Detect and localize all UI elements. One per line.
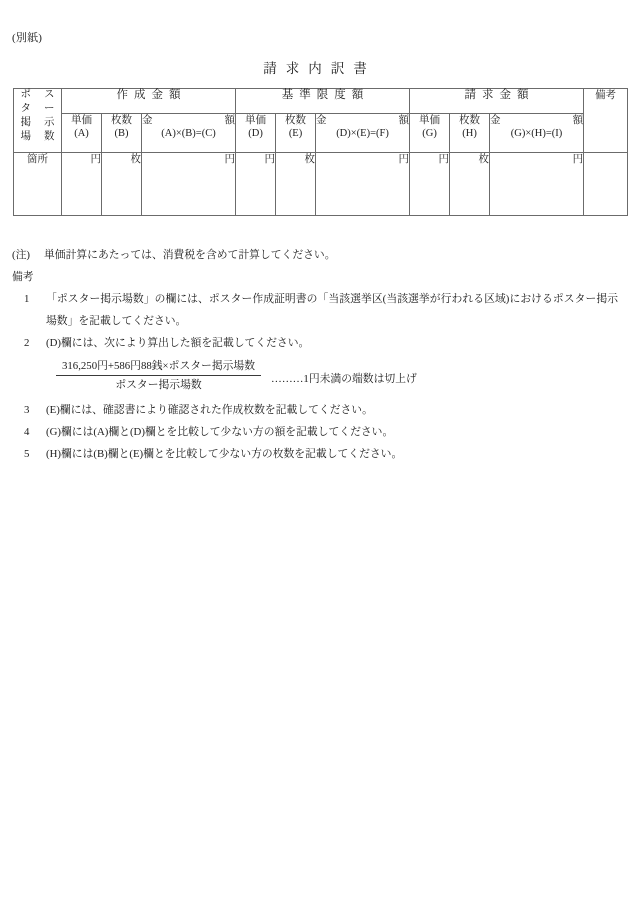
sub-header-sheets-b: 枚数 (B) bbox=[102, 114, 142, 153]
list-item bbox=[24, 332, 618, 354]
poster-count-line: タ ー bbox=[20, 103, 55, 114]
entry-remarks[interactable] bbox=[584, 153, 628, 216]
entry-sheets-e[interactable]: 枚 bbox=[276, 153, 316, 216]
page-title: 請求内訳書 bbox=[263, 61, 376, 76]
note-text: (D)欄には、次により算出した額を記載してください。 bbox=[46, 337, 310, 349]
note-text: (E)欄には、確認書により確認された作成枚数を記載してください。 bbox=[46, 404, 373, 416]
claim-breakdown-table bbox=[13, 88, 628, 216]
table-entry-row bbox=[14, 153, 628, 216]
remarks-note-list bbox=[12, 288, 618, 354]
remarks-section-heading: 備考 bbox=[12, 271, 34, 283]
fraction-denominator: ポスター掲示場数 bbox=[56, 375, 261, 393]
entry-unit-price-a[interactable]: 円 bbox=[62, 153, 102, 216]
fraction-numerator: 316,250円+586円88銭×ポスター掲示場数 bbox=[62, 360, 256, 372]
attachment-label: (別紙) bbox=[12, 32, 43, 44]
remarks-header: 備考 bbox=[584, 89, 628, 153]
notes-section bbox=[12, 244, 618, 465]
sub-header-amount-c: 金 額 (A)×(B)=(C) bbox=[142, 114, 236, 153]
remarks-note-list-continued bbox=[12, 399, 618, 465]
caution-marker: (注) bbox=[12, 249, 30, 261]
table-group-header-row bbox=[14, 89, 628, 114]
entry-amount-i[interactable]: 円 bbox=[490, 153, 584, 216]
sub-header-unit-price-a: 単価 (A) bbox=[62, 114, 102, 153]
group-header-creation-amount: 作成金額 bbox=[62, 89, 236, 114]
note-number: 1 bbox=[24, 293, 30, 305]
list-item bbox=[24, 421, 618, 443]
group-header-claim-amount: 請求金額 bbox=[410, 89, 584, 114]
sub-header-amount-f: 金 額 (D)×(E)=(F) bbox=[316, 114, 410, 153]
group-header-standard-limit: 基準限度額 bbox=[236, 89, 410, 114]
note-number: 2 bbox=[24, 337, 30, 349]
list-item bbox=[24, 288, 618, 332]
sub-header-sheets-e: 枚数 (E) bbox=[276, 114, 316, 153]
poster-count-line: ポ ス bbox=[20, 89, 55, 100]
note-text: (H)欄には(B)欄と(E)欄とを比較して少ない方の枚数を記載してください。 bbox=[46, 448, 403, 460]
note-text: 「ポスター掲示場数」の欄には、ポスター作成証明書の「当該選挙区(当該選挙が行われる区域)におけるポスター掲示場数」を記載してください。 bbox=[46, 293, 618, 327]
formula-annotation: ………1円未満の端数は切上げ bbox=[271, 373, 417, 385]
caution-text: 単価計算にあたっては、消費税を含めて計算してください。 bbox=[44, 249, 336, 261]
note-number: 4 bbox=[24, 426, 30, 438]
sub-header-unit-price-d: 単価 (D) bbox=[236, 114, 276, 153]
poster-count-line: 掲 示 bbox=[20, 117, 55, 128]
note-text: (G)欄には(A)欄と(D)欄とを比較して少ない方の額を記載してください。 bbox=[46, 426, 394, 438]
entry-unit-price-d[interactable]: 円 bbox=[236, 153, 276, 216]
sub-header-unit-price-g: 単価 (G) bbox=[410, 114, 450, 153]
poster-count-header bbox=[14, 89, 62, 153]
sub-header-amount-i: 金 額 (G)×(H)=(I) bbox=[490, 114, 584, 153]
note-number: 3 bbox=[24, 404, 30, 416]
list-item bbox=[24, 443, 618, 465]
entry-sheets-h[interactable]: 枚 bbox=[450, 153, 490, 216]
list-item bbox=[24, 399, 618, 421]
entry-amount-f[interactable]: 円 bbox=[316, 153, 410, 216]
caution-note bbox=[12, 244, 618, 266]
standard-unit-price-formula bbox=[56, 358, 618, 393]
table-sub-header-row bbox=[14, 114, 628, 153]
fraction bbox=[56, 358, 261, 393]
sub-header-sheets-h: 枚数 (H) bbox=[450, 114, 490, 153]
entry-unit-price-g[interactable]: 円 bbox=[410, 153, 450, 216]
poster-count-line: 場 数 bbox=[20, 131, 55, 142]
entry-sheets-b[interactable]: 枚 bbox=[102, 153, 142, 216]
note-number: 5 bbox=[24, 448, 30, 460]
entry-amount-c[interactable]: 円 bbox=[142, 153, 236, 216]
entry-poster-count[interactable]: 箇所 bbox=[14, 153, 62, 216]
